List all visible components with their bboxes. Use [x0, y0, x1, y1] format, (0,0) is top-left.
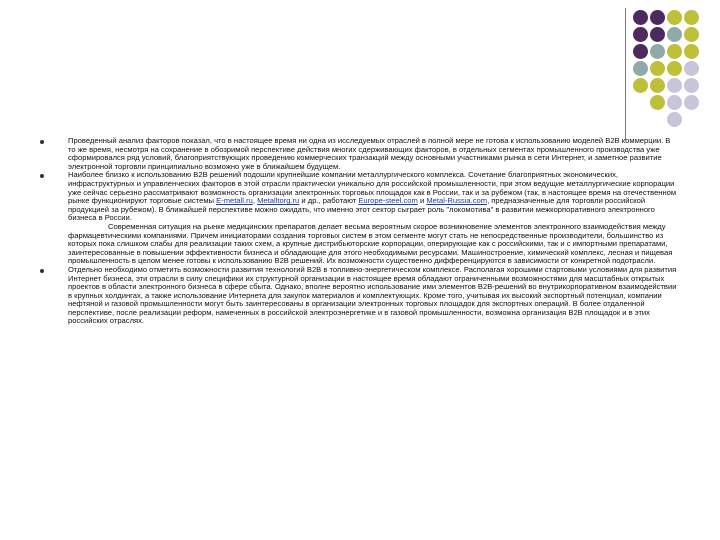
decorative-dot [667, 44, 682, 59]
decorative-dot [667, 112, 682, 127]
paragraph [68, 223, 680, 266]
decorative-dot [633, 78, 648, 93]
bullet-icon [40, 140, 44, 144]
paragraph-text: Современная ситуация на рынке медицинских препаратов делает весьма вероятным скорое возникновение элементов электронного взаимодействия между фармацевтическими компаниями. Причем инициаторами создания торговых систем в этом сегменте могут стать не непосредственные производители, большинство из которых пока слишком слабы для реализации таких схем, а крупные дистрибьюторские корпорации, оперирующие как с российскими, так и с импортными препаратами, заинтересованные в повышении эффективности бизнеса и обладающие для этого необходимыми ресурсами. Машиностроение, химический комплекс, лесная и пищевая промышленность в целом менее готовы к использованию B2B решений. Их возможности существенно дифференцируются в зависимости от конкретной подотрасли. [68, 221, 673, 266]
decorative-dot-grid [633, 10, 718, 115]
decorative-dot [684, 78, 699, 93]
paragraph-text: Отдельно необходимо отметить возможности развития технологий B2B в топливно-энергетическом комплексе. Располагая хорошими стартовыми условиями для развития Интернет бизнеса, эти отрасли в силу специфики их структурной организации в настоящее время обладают ограниченными возможностями для масштабных открытых проектов в области электронного бизнеса в сфере сбыта. Однако, вполне вероятно использование ими элементов B2B-решений во внутрикорпоративном взаимодействии в крупных холдингах, а также использование Интернета для закупок материалов и комплектующих. Кроме того, учитывая их высокий экспортный потенциал, компании нефтяной и газовой промышленности могут быть заинтересованы в организации электронных торговых площадок для экспортных операций. В более отдаленной перспективе, после реализации реформ, намеченных в российской электроэнергетике и в газовой промышленности, возможна организация B2B площадок и в этих российских отраслях. [68, 264, 677, 326]
decorative-dot [650, 78, 665, 93]
bullet-icon [40, 174, 44, 178]
decorative-dot [684, 95, 699, 110]
decorative-dot [633, 61, 648, 76]
paragraph [68, 171, 680, 223]
decorative-dot [650, 61, 665, 76]
link-metalltorg[interactable]: Metalltorg.ru [257, 196, 300, 206]
decorative-dot [667, 78, 682, 93]
bullet-list [40, 137, 680, 326]
decorative-dot [633, 44, 648, 59]
link-metal-russia[interactable]: Metal-Russia.com [426, 196, 488, 206]
slide-content [40, 137, 680, 326]
link-europe-steel[interactable]: Europe-steel.com [358, 196, 418, 206]
decorative-dot [667, 95, 682, 110]
decorative-dot [684, 44, 699, 59]
decorative-dot [667, 61, 682, 76]
decorative-dot [633, 27, 648, 42]
bullet-icon [40, 269, 44, 273]
decorative-dot [684, 27, 699, 42]
link-emetall[interactable]: E-metall.ru [216, 196, 253, 206]
decorative-dot [650, 44, 665, 59]
decorative-dot [633, 10, 648, 25]
decorative-dot [667, 10, 682, 25]
decorative-dot [684, 61, 699, 76]
separator-text: и [417, 196, 427, 206]
list-item [40, 171, 680, 266]
decorative-dot [650, 27, 665, 42]
decorative-dot [650, 10, 665, 25]
decorative-divider-line [625, 8, 626, 140]
separator-text: , [252, 196, 258, 206]
decorative-dot [650, 95, 665, 110]
paragraph-text: Проведенный анализ факторов показал, что в настоящее время ни одна из исследуемых отраслей в полной мере не готова к использованию моделей B2B коммерции. В то же время, несмотря на сохранение в обозримой перспективе действия многих сдерживающих факторов, в отдельных сегментах промышленного производства уже сформировался ряд условий, благоприятствующих проведению коммерческих транзакций между основными участниками рынка в сети Интернет, и заметное развитие электронной торговли принципиально возможно уже в ближайшем будущем. [68, 136, 671, 171]
list-item [40, 137, 680, 171]
decorative-dot [684, 10, 699, 25]
paragraph-text: , предназначенные для торговли российской продукцией за рубежом). В ближайшей перспективе можно ожидать, что именно этот сектор сыграет роль "локомотива" в развитии межкорпоративного электронного бизнеса в России. [68, 196, 655, 223]
decorative-dot [667, 27, 682, 42]
paragraph-text: и др., работают [299, 196, 359, 206]
paragraph-text: Наиболее близко к использованию B2B решений подошли крупнейшие компании металлургического комплекса. Сочетание благоприятных экономических, инфраструктурных и управленческих факторов в этой отрасли практически уникально для российской промышленности, при этом ведущие металлургические корпорации уже сейчас серьезно рассматривают возможность организации электронных торговых площадок как в России, так и за рубежом (так, в настоящее время на отечественном рынке функционируют торговые системы [68, 170, 677, 206]
list-item [40, 266, 680, 326]
